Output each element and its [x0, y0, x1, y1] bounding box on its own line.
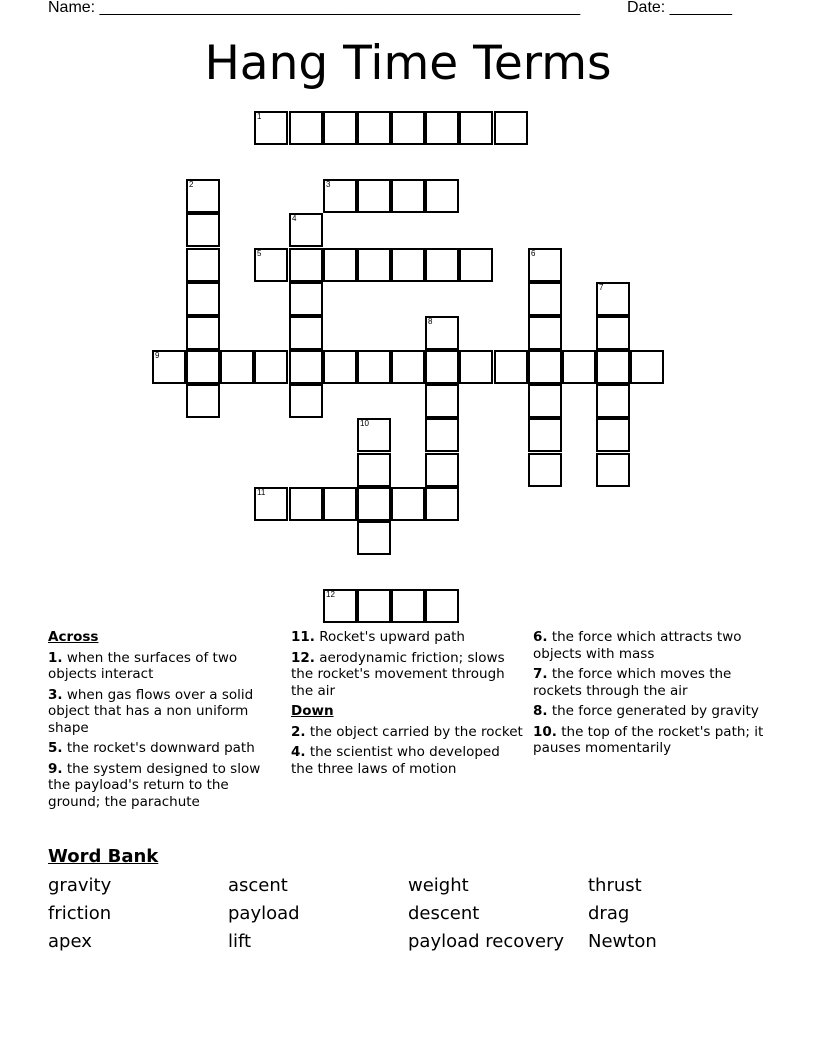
clue-across-1: 1. when the surfaces of two objects interact [48, 649, 238, 682]
clue-across-11: 11. Rocket's upward path [291, 629, 465, 645]
crossword-cell[interactable] [289, 384, 323, 418]
word-bank-word: apex [48, 931, 92, 952]
crossword-cell[interactable] [425, 589, 459, 623]
word-bank-word: friction [48, 903, 112, 924]
name-field-label: Name: ______________________________________________________ [48, 0, 581, 16]
crossword-cell[interactable] [528, 282, 562, 316]
page-title: Hang Time Terms [204, 36, 612, 91]
crossword-cell[interactable] [357, 453, 391, 487]
crossword-cell[interactable] [494, 350, 528, 384]
crossword-cell[interactable] [186, 179, 220, 213]
crossword-cell[interactable] [391, 589, 425, 623]
clue-down-6: 6. the force which attracts two objects with mass [533, 629, 742, 662]
crossword-cell[interactable] [323, 487, 357, 521]
crossword-cell[interactable] [323, 111, 357, 145]
cell-number: 10 [360, 419, 369, 428]
cell-number: 2 [189, 180, 194, 189]
cell-number: 11 [257, 488, 266, 497]
crossword-cell[interactable] [596, 350, 630, 384]
crossword-cell[interactable] [425, 111, 459, 145]
crossword-cell[interactable] [254, 248, 288, 282]
clues-column-1 [48, 629, 280, 814]
crossword-cell[interactable] [562, 350, 596, 384]
word-bank-word: weight [408, 875, 469, 896]
word-bank-word: descent [408, 903, 480, 924]
cell-number: 6 [531, 249, 536, 258]
crossword-cell[interactable] [186, 248, 220, 282]
crossword-cell[interactable] [459, 350, 493, 384]
crossword-cell[interactable] [186, 316, 220, 350]
down-heading: Down [291, 703, 334, 719]
crossword-cell[interactable] [186, 384, 220, 418]
word-bank-word: gravity [48, 875, 112, 896]
crossword-cell[interactable] [323, 179, 357, 213]
crossword-cell[interactable] [528, 350, 562, 384]
cell-number: 12 [326, 590, 335, 599]
across-heading: Across [48, 629, 99, 645]
crossword-cell[interactable] [596, 418, 630, 452]
crossword-cell[interactable] [459, 111, 493, 145]
clue-down-2: 2. the object carried by the rocket [291, 723, 523, 740]
crossword-cell[interactable] [425, 179, 459, 213]
crossword-cell[interactable] [289, 213, 323, 247]
word-bank-word: drag [588, 903, 630, 924]
clues-column-2 [291, 629, 523, 781]
date-field-label: Date: _______ [627, 0, 732, 16]
crossword-cell[interactable] [425, 248, 459, 282]
crossword-cell[interactable] [459, 248, 493, 282]
crossword-cell[interactable] [323, 589, 357, 623]
crossword-cell[interactable] [425, 316, 459, 350]
crossword-cell[interactable] [289, 316, 323, 350]
clue-down-7: 7. the force which moves the rockets through the air [533, 666, 732, 699]
word-bank-word: payload recovery [408, 931, 565, 952]
crossword-cell[interactable] [254, 487, 288, 521]
crossword-cell[interactable] [425, 453, 459, 487]
crossword-cell[interactable] [425, 350, 459, 384]
crossword-cell[interactable] [391, 111, 425, 145]
clue-across-3: 3. when gas flows over a solid object that has a non uniform shape [48, 686, 254, 736]
crossword-cell[interactable] [289, 248, 323, 282]
crossword-cell[interactable] [186, 213, 220, 247]
crossword-cell[interactable] [528, 418, 562, 452]
crossword-cell[interactable] [528, 453, 562, 487]
crossword-cell[interactable] [186, 350, 220, 384]
clues-column-3 [533, 629, 773, 761]
cell-number: 8 [428, 317, 433, 326]
crossword-cell[interactable] [425, 487, 459, 521]
cell-number: 7 [599, 283, 604, 292]
crossword-cell[interactable] [357, 521, 391, 555]
crossword-cell[interactable] [152, 350, 186, 384]
word-bank-word: payload [228, 903, 300, 924]
crossword-cell[interactable] [357, 350, 391, 384]
crossword-cell[interactable] [596, 384, 630, 418]
crossword-cell[interactable] [220, 350, 254, 384]
clue-across-9: 9. the system designed to slow the payload's return to the ground; the parachute [48, 760, 261, 810]
crossword-cell[interactable] [528, 316, 562, 350]
crossword-cell[interactable] [357, 418, 391, 452]
crossword-cell[interactable] [425, 384, 459, 418]
cell-number: 9 [155, 351, 160, 360]
crossword-cell[interactable] [596, 453, 630, 487]
clue-down-10: 10. the top of the rocket's path; it pauses momentarily [533, 723, 764, 756]
crossword-cell[interactable] [391, 179, 425, 213]
clue-across-12: 12. aerodynamic friction; slows the rocket's movement through the air [291, 649, 505, 699]
word-bank-word: thrust [588, 875, 642, 896]
word-bank-word: Newton [588, 931, 657, 952]
crossword-cell[interactable] [254, 350, 288, 384]
cell-number: 5 [257, 249, 262, 258]
word-bank-word: lift [228, 931, 252, 952]
crossword-cell[interactable] [289, 111, 323, 145]
crossword-cell[interactable] [528, 384, 562, 418]
cell-number: 4 [292, 214, 297, 223]
crossword-cell[interactable] [357, 248, 391, 282]
crossword-cell[interactable] [596, 282, 630, 316]
crossword-cell[interactable] [391, 487, 425, 521]
crossword-cell[interactable] [289, 487, 323, 521]
crossword-cell[interactable] [494, 111, 528, 145]
crossword-cell[interactable] [357, 111, 391, 145]
crossword-cell[interactable] [289, 282, 323, 316]
crossword-cell[interactable] [630, 350, 664, 384]
clue-down-8: 8. the force generated by gravity [533, 703, 759, 719]
clue-down-4: 4. the scientist who developed the three laws of motion [291, 744, 500, 777]
crossword-cell[interactable] [596, 316, 630, 350]
crossword-cell[interactable] [323, 248, 357, 282]
word-bank-word: ascent [228, 875, 288, 896]
word-bank-title: Word Bank [48, 846, 159, 867]
crossword-cell[interactable] [289, 350, 323, 384]
crossword-cell[interactable] [323, 350, 357, 384]
crossword-cell[interactable] [186, 282, 220, 316]
crossword-cell[interactable] [425, 418, 459, 452]
crossword-cell[interactable] [357, 487, 391, 521]
cell-number: 3 [326, 180, 331, 189]
crossword-cell[interactable] [391, 248, 425, 282]
cell-number: 1 [257, 112, 262, 121]
crossword-cell[interactable] [357, 179, 391, 213]
crossword-cell[interactable] [528, 248, 562, 282]
clue-across-5: 5. the rocket's downward path [48, 740, 255, 756]
crossword-cell[interactable] [391, 350, 425, 384]
crossword-cell[interactable] [357, 589, 391, 623]
crossword-cell[interactable] [254, 111, 288, 145]
